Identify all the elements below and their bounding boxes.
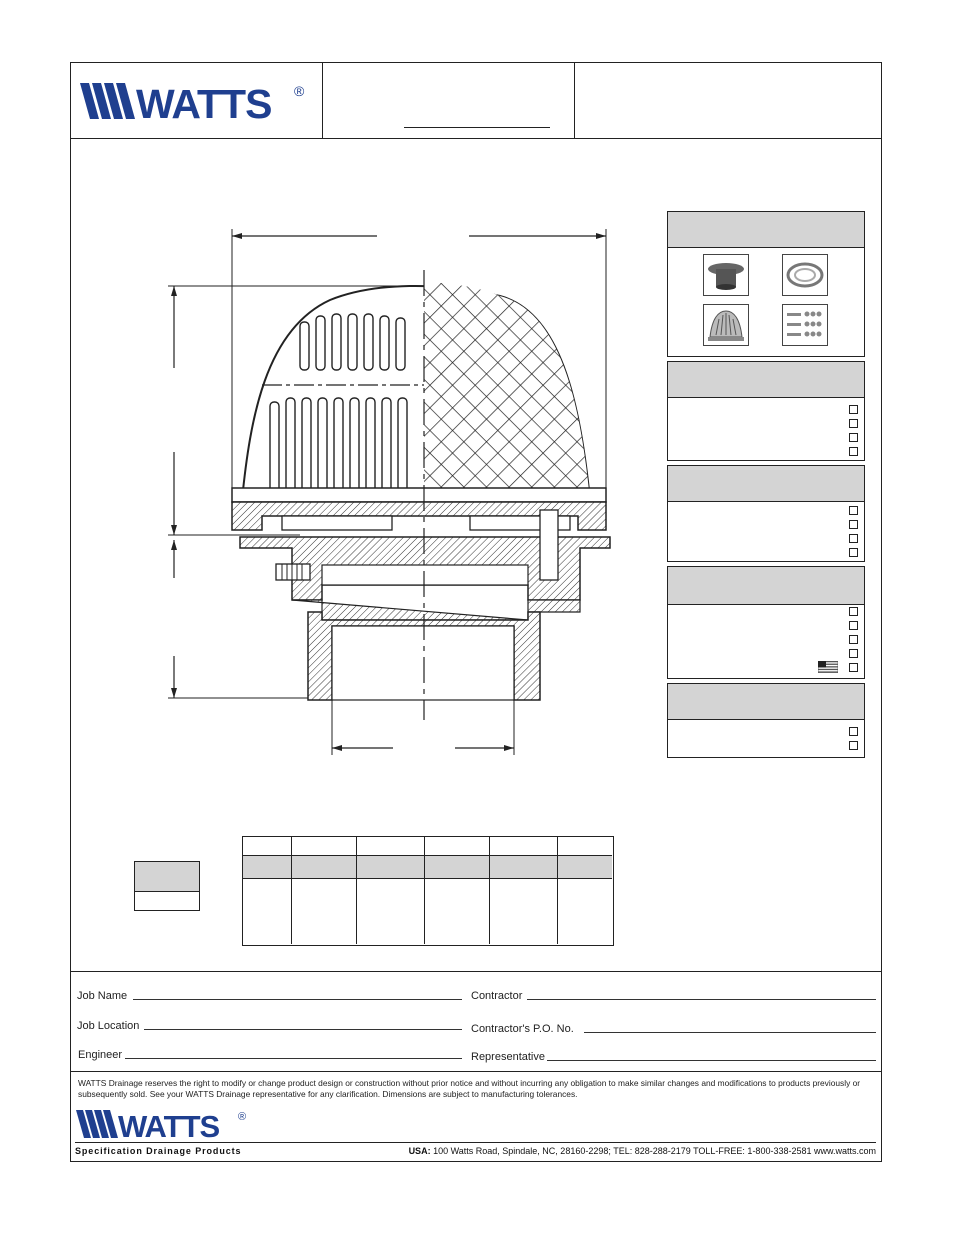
small-spec-box xyxy=(134,861,200,911)
footer-address: 100 Watts Road, Spindale, NC, 28160-2298; TEL: 828-288-2179 TOLL-FREE: 1-800-338-2581 www.watts.com xyxy=(433,1146,876,1156)
watts-footer-logo xyxy=(76,1108,250,1140)
contractor-label: Contractor xyxy=(471,990,523,1002)
checkbox-icon[interactable] xyxy=(849,635,858,644)
checkbox-icon[interactable] xyxy=(849,548,858,557)
options-panel-1 xyxy=(667,361,865,461)
footer-contact xyxy=(409,1146,876,1156)
model-underline xyxy=(404,127,550,128)
options-panel-3 xyxy=(667,566,865,679)
checkbox-icon[interactable] xyxy=(849,520,858,529)
header-divider-2 xyxy=(574,62,575,139)
checkbox-icon[interactable] xyxy=(849,649,858,658)
spec-table-col-divider xyxy=(424,837,425,944)
footer-rule xyxy=(75,1142,876,1143)
spec-table-col-divider xyxy=(557,837,558,944)
representative-label: Representative xyxy=(471,1051,545,1063)
us-flag-icon xyxy=(818,660,838,672)
roof-drain-section-drawing xyxy=(160,225,620,760)
engineer-field[interactable] xyxy=(125,1058,462,1059)
job-name-field[interactable] xyxy=(133,999,462,1000)
engineer-label: Engineer xyxy=(78,1049,123,1061)
options-panel-3-header xyxy=(668,567,864,605)
svg-text:®: ® xyxy=(238,1111,247,1123)
product-options-panel xyxy=(667,211,865,357)
svg-text:®: ® xyxy=(294,83,305,99)
contractor-field[interactable] xyxy=(527,999,876,1000)
checkbox-icon[interactable] xyxy=(849,447,858,456)
job-location-label: Job Location xyxy=(77,1020,140,1032)
svg-text:WATTS: WATTS xyxy=(118,1109,220,1140)
footer-usa-label: USA: xyxy=(408,1146,431,1156)
job-name-label: Job Name xyxy=(77,990,128,1002)
spec-table-col-divider xyxy=(489,837,490,944)
options-panel-2 xyxy=(667,465,865,562)
checkbox-icon[interactable] xyxy=(849,419,858,428)
hardware-thumbnail xyxy=(782,304,828,346)
checkbox-icon[interactable] xyxy=(849,741,858,750)
ring-thumbnail xyxy=(782,254,828,296)
job-location-field[interactable] xyxy=(144,1029,462,1030)
header-bottom-rule xyxy=(70,138,882,139)
strainer-thumbnail xyxy=(703,254,749,296)
small-spec-box-header xyxy=(135,862,199,892)
header-divider-1 xyxy=(322,62,323,139)
options-panel-4-header xyxy=(668,684,864,720)
representative-field[interactable] xyxy=(547,1060,876,1061)
options-panel-2-header xyxy=(668,466,864,502)
checkbox-icon[interactable] xyxy=(849,727,858,736)
checkbox-icon[interactable] xyxy=(849,506,858,515)
footer-tagline: Specification Drainage Products xyxy=(75,1146,242,1156)
spec-table xyxy=(242,836,614,946)
spec-table-col-divider xyxy=(356,837,357,944)
svg-text:WATTS: WATTS xyxy=(136,81,272,122)
checkbox-icon[interactable] xyxy=(849,534,858,543)
dome-thumbnail xyxy=(703,304,749,346)
product-options-panel-header xyxy=(668,212,864,248)
disclaimer-text: WATTS Drainage reserves the right to modify or change product design or construction without prior notice and without incurring any obligation to make similar changes and modifications to products previously or subsequently sold. See your WATTS Drainage representative for any clarification. Dimensions are subject to manufacturing tolerances. xyxy=(78,1078,861,1099)
spec-table-col-divider xyxy=(291,837,292,944)
job-fields-bottom-rule xyxy=(70,1071,882,1072)
watts-logo xyxy=(80,80,310,122)
checkbox-icon[interactable] xyxy=(849,405,858,414)
options-panel-1-header xyxy=(668,362,864,398)
drawing-bottom-rule xyxy=(70,971,882,972)
checkbox-icon[interactable] xyxy=(849,663,858,672)
checkbox-icon[interactable] xyxy=(849,621,858,630)
checkbox-icon[interactable] xyxy=(849,433,858,442)
contractor-po-field[interactable] xyxy=(584,1032,876,1033)
contractor-po-label: Contractor's P.O. No. xyxy=(471,1023,574,1035)
options-panel-4 xyxy=(667,683,865,758)
checkbox-icon[interactable] xyxy=(849,607,858,616)
